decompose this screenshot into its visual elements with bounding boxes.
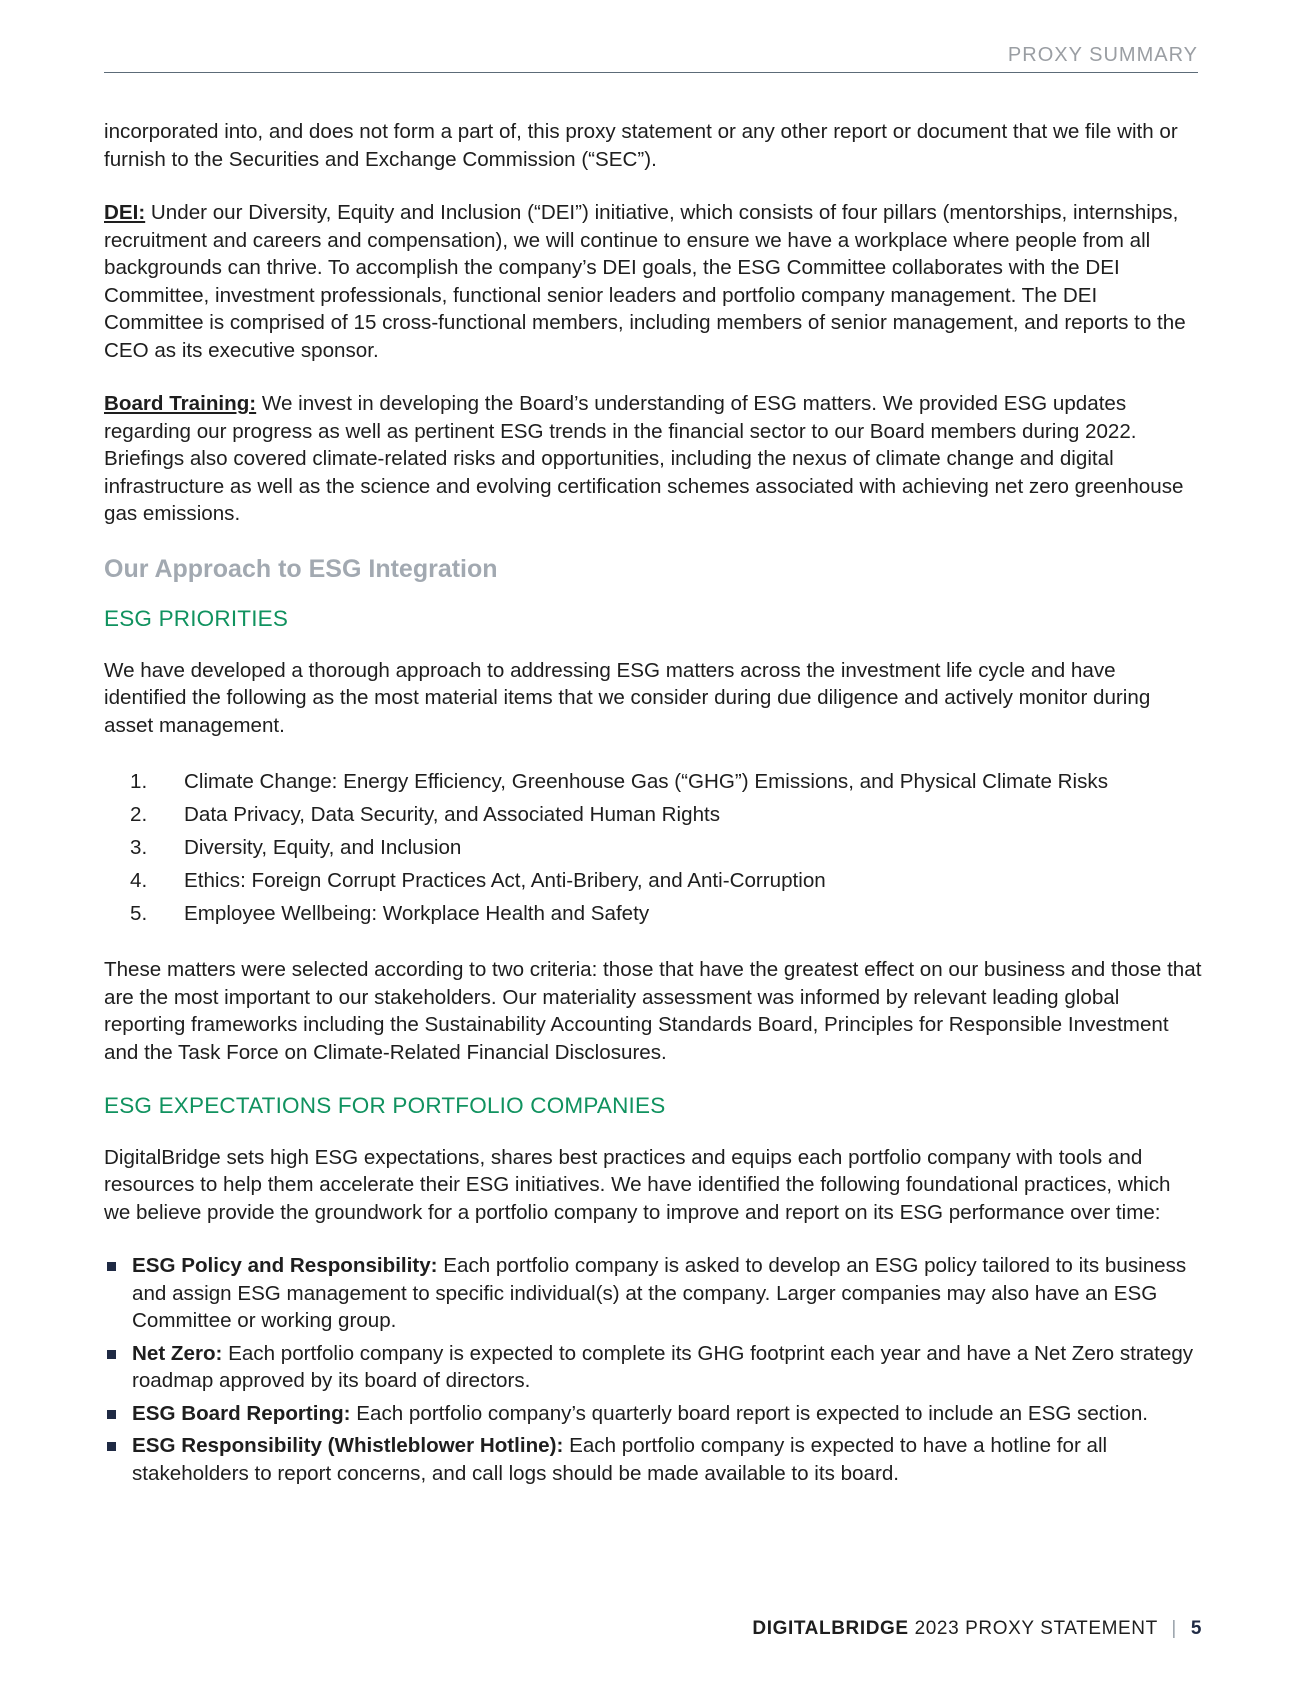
practice-text: Each portfolio company is asked to develop an ESG policy tailored to its business and assign ESG management to specific individual(s) at the company. Larger companies may also have an ESG Committee or working group. xyxy=(132,1254,1187,1332)
practices-list xyxy=(104,1252,1202,1487)
practice-term: ESG Policy and Responsibility: xyxy=(132,1254,438,1277)
priorities-heading: ESG PRIORITIES xyxy=(104,606,289,631)
list-item xyxy=(104,1252,1202,1335)
footer-separator: | xyxy=(1171,1618,1177,1639)
list-item xyxy=(104,864,1202,897)
list-item-text: Data Privacy, Data Security, and Associated Human Rights xyxy=(184,803,721,826)
list-item xyxy=(104,1340,1202,1395)
dei-paragraph xyxy=(104,199,1202,364)
square-bullet-icon xyxy=(104,1252,132,1335)
list-item-text: Diversity, Equity, and Inclusion xyxy=(184,836,462,859)
practice-text: Each portfolio company is expected to complete its GHG footprint each year and have a Net Zero strategy roadmap approved by its board of directors. xyxy=(132,1341,1194,1392)
header-title: PROXY SUMMARY xyxy=(1007,44,1198,66)
priorities-list xyxy=(104,765,1202,930)
list-item-number: 3. xyxy=(130,836,148,859)
list-item xyxy=(104,831,1202,864)
list-item xyxy=(104,798,1202,831)
square-bullet-icon xyxy=(104,1400,132,1428)
list-item-number: 1. xyxy=(130,770,148,793)
square-bullet-icon xyxy=(104,1340,132,1395)
list-item-text: Climate Change: Energy Efficiency, Greenhouse Gas (“GHG”) Emissions, and Physical Climate Risks xyxy=(184,770,1109,793)
practice-text: Each portfolio company is expected to have a hotline for all stakeholders to report concerns, and call logs should be made available to its board. xyxy=(132,1434,1108,1485)
list-item xyxy=(104,1400,1202,1428)
footer-brand: DIGITALBRIDGE xyxy=(752,1618,909,1639)
list-item-number: 2. xyxy=(130,803,148,826)
square-bullet-icon xyxy=(104,1432,132,1487)
list-item-text: Employee Wellbeing: Workplace Health and Safety xyxy=(184,902,650,925)
practice-term: Net Zero: xyxy=(132,1341,223,1365)
header-divider xyxy=(104,72,1198,73)
board-training-text: We invest in developing the Board’s understanding of ESG matters. We provided ESG updates regarding our progress as well as pertinent ESG trends in the financial sector to our Board members during 2022. Briefings also covered climate-related risks and opportunities, including the nexus of climate change and digital infrastructure as well as the science and evolving certification schemes associated with achieving net zero greenhouse gas emissions. xyxy=(104,392,1184,525)
page-footer xyxy=(752,1618,1202,1640)
list-item xyxy=(104,765,1202,798)
list-item-number: 5. xyxy=(130,902,148,925)
board-training-lead: Board Training: xyxy=(104,392,257,415)
expectations-heading: ESG EXPECTATIONS FOR PORTFOLIO COMPANIES xyxy=(104,1093,666,1118)
footer-title: 2023 PROXY STATEMENT xyxy=(914,1618,1158,1639)
practice-text: Each portfolio company’s quarterly board report is expected to include an ESG section. xyxy=(350,1401,1149,1425)
priorities-intro: We have developed a thorough approach to addressing ESG matters across the investment life cycle and have identified the following as the most material items that we consider during due diligence and actively monitor during asset management. xyxy=(104,658,1151,737)
list-item-text: Ethics: Foreign Corrupt Practices Act, Anti-Bribery, and Anti-Corruption xyxy=(184,869,826,892)
practice-term: ESG Responsibility (Whistleblower Hotline): xyxy=(132,1434,564,1457)
dei-text: Under our Diversity, Equity and Inclusion (“DEI”) initiative, which consists of four pillars (mentorships, internships, recruitment and careers and compensation), we will continue to ensure we have a workplace where people from all backgrounds can thrive. To accomplish the company’s DEI goals, the ESG Committee collaborates with the DEI Committee, investment professionals, functional senior leaders and portfolio company management. The DEI Committee is comprised of 15 cross-functional members, including members of senior management, and reports to the CEO as its executive sponsor. xyxy=(104,201,1186,362)
list-item xyxy=(104,1432,1202,1487)
section-title: Our Approach to ESG Integration xyxy=(104,554,498,583)
main-content xyxy=(104,118,1202,1492)
priorities-outro: These matters were selected according to two criteria: those that have the greatest effect on our business and those that are the most important to our stakeholders. Our materiality assessment was informed by relevant leading global reporting frameworks including the Sustainability Accounting Standards Board, Principles for Responsible Investment and the Task Force on Climate-Related Financial Disclosures. xyxy=(104,958,1202,1064)
board-training-paragraph xyxy=(104,390,1202,528)
page-number: 5 xyxy=(1190,1618,1202,1639)
dei-lead: DEI: xyxy=(104,201,146,224)
practice-term: ESG Board Reporting: xyxy=(132,1401,351,1425)
list-item-number: 4. xyxy=(130,869,148,892)
list-item xyxy=(104,897,1202,930)
page-header xyxy=(104,44,1198,73)
expectations-intro: DigitalBridge sets high ESG expectations, shares best practices and equips each portfolio company with tools and resources to help them accelerate their ESG initiatives. We have identified the following foundational practices, which we believe provide the groundwork for a portfolio company to improve and report on its ESG performance over time: xyxy=(104,1145,1171,1224)
intro-paragraph: incorporated into, and does not form a part of, this proxy statement or any other report or document that we file with or furnish to the Securities and Exchange Commission (“SEC”). xyxy=(104,120,1178,171)
